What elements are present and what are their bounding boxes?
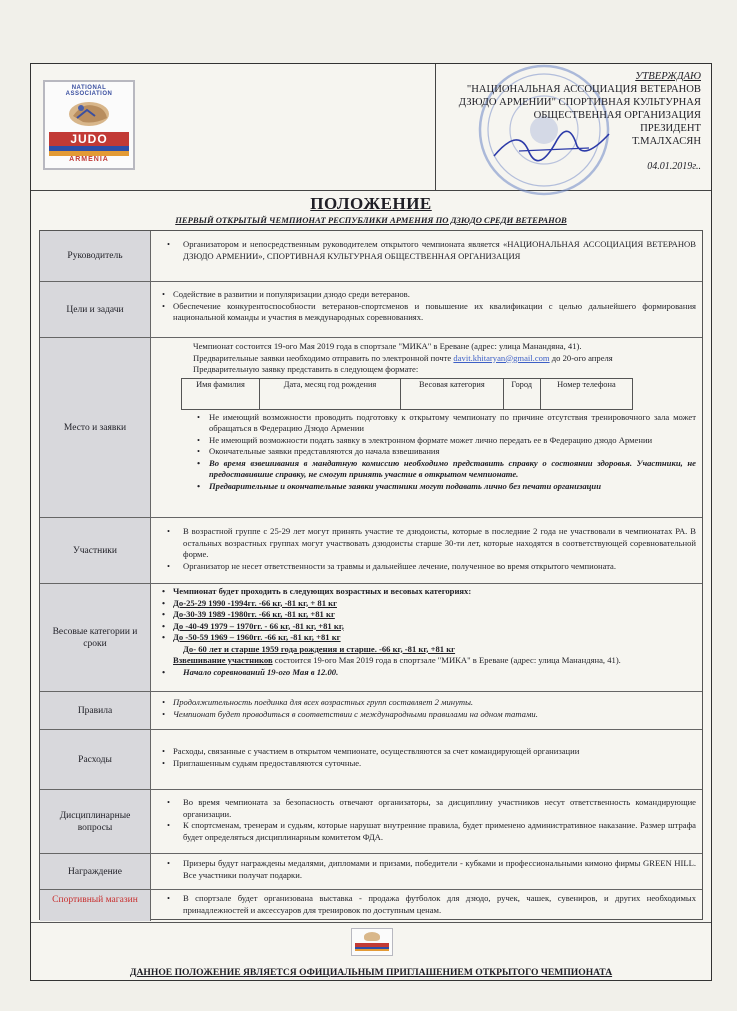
- row-lead: [40, 231, 702, 281]
- list-item: • В спортзале будет организована выставка - продажа футболок для дзюдо, ручек, чашек, сувениров, и других необходимых принадлежностей и аксессуаров для тренировок по доступным ценам.: [159, 893, 696, 916]
- competition-start: • Начало соревнований 19-ого Мая в 12.00.: [159, 667, 696, 679]
- row-content: [151, 282, 702, 337]
- row-goals: [40, 281, 702, 337]
- approval-title: УТВЕРЖДАЮ: [635, 71, 701, 82]
- weight-intro: • Чемпионат будет проходить в следующих возрастных и весовых категориях:: [159, 586, 696, 598]
- approval-block: [431, 70, 701, 173]
- weigh-in-text: состоится 19-ого Мая 2019 года в спортзале "МИКА" в Ереване (адрес: улица Манандяна, 41).: [274, 655, 621, 665]
- format-intro: Предварительную заявку представить в следующем формате:: [193, 364, 419, 374]
- email-link[interactable]: davit.khitaryan@gmail.com: [453, 352, 550, 363]
- row-content: [151, 692, 702, 729]
- row-label: Расходы: [40, 730, 151, 789]
- row-content: [151, 730, 702, 789]
- row-content: [151, 584, 702, 691]
- list-item: • Чемпионат будет проводиться в соответствии с международными правилами на одном татами.: [159, 709, 696, 721]
- row-content: [151, 790, 702, 853]
- approval-line-1: "НАЦИОНАЛЬНАЯ АССОЦИАЦИЯ ВЕТЕРАНОВ: [466, 84, 701, 95]
- list-item: • В возрастной группе с 25-29 лет могут принять участие те дзюдоисты, которые в последние 2 года не участвовали в чемпионатах РА. В остальных возрастных группах могут участвовать дзюдоисты старше 30-ти лет, которые находятся в соответствующей соревновательной форме.: [159, 526, 696, 561]
- approval-date: 04.01.2019г..: [647, 161, 701, 172]
- list-item: • Не имеющий возможности подать заявку в электронном формате может лично передать ее в Федерацию дзюдо Армении: [159, 435, 696, 447]
- list-item: • Во время чемпионата за безопасность отвечают организаторы, за дисциплину участников несут ответственность командирующие организации.: [159, 797, 696, 820]
- weigh-in-info: [159, 655, 696, 667]
- list-item: • Не имеющий возможности проводить подготовку к открытому чемпионату по причине отсутствия тренировочного зала может обращаться в Федерацию Дзюдо Армении: [159, 412, 696, 435]
- list-item: • Призеры будут награждены медалями, дипломами и призами, победители - кубками и профессиональными кимоно фирмы GREEN HILL. Все участники получат подарки.: [159, 858, 696, 881]
- list-item: • К спортсменам, тренерам и судьям, которые нарушат внутренние правила, будет применено административное наказание. Размер штрафа будет определяться дисциплинарным комитетом ФДА.: [159, 820, 696, 843]
- judo-association-logo: [43, 80, 135, 170]
- row-content: [151, 890, 702, 921]
- list-item: • Окончательные заявки представляются до начала взвешивания: [159, 446, 696, 458]
- row-shop: [40, 889, 702, 921]
- row-content: [151, 854, 702, 889]
- row-participants: [40, 517, 702, 583]
- list-item: • Предварительные и окончательные заявки участники могут подавать лично без печати организации: [159, 481, 696, 493]
- logo-judo-text: JUDO: [49, 132, 129, 146]
- list-item: • Во время взвешивания в мандатную комиссию необходимо представить справку о состоянии здоровья. Участники, не предоставившие справку, не смогут принять участие в открытом чемпионате.: [159, 458, 696, 481]
- footer-logo-stripe-orange: [355, 949, 389, 951]
- row-venue: [40, 337, 702, 517]
- row-label: Дисциплинарные вопросы: [40, 790, 151, 853]
- footer-invitation-text: ДАННОЕ ПОЛОЖЕНИЕ ЯВЛЯЕТСЯ ОФИЦИАЛЬНЫМ ПРИГЛАШЕНИЕМ ОТКРЫТОГО ЧЕМПИОНАТА: [129, 967, 613, 978]
- row-content: [151, 338, 702, 517]
- email-deadline: до 20-ого апреля: [551, 352, 613, 363]
- row-content: [151, 231, 702, 281]
- row-label: Участники: [40, 518, 151, 583]
- document-subtitle: ПЕРВЫЙ ОТКРЫТЫЙ ЧЕМПИОНАТ РЕСПУБЛИКИ АРМЕНИЯ ПО ДЗЮДО СРЕДИ ВЕТЕРАНОВ: [175, 215, 567, 225]
- weigh-in-label: Взвешивание участников: [173, 655, 273, 665]
- logo-country-text: ARMENIA: [69, 156, 109, 163]
- list-item: • Продолжительность поединка для всех возрастных групп составляет 2 минуты.: [159, 697, 696, 709]
- document-page: [30, 63, 712, 981]
- row-label: Награждение: [40, 854, 151, 889]
- weight-category-senior: До- 60 лет и старше 1959 года рождения и старше. -66 кг, -81 кг, +81 кг: [183, 643, 456, 654]
- document-header: [31, 64, 711, 191]
- list-item: • Приглашенным судьям предоставляются суточные.: [159, 758, 696, 770]
- format-col-name: Имя фамилия: [182, 378, 260, 409]
- footer-logo: [351, 928, 393, 956]
- row-label: Цели и задачи: [40, 282, 151, 337]
- approval-line-2: ДЗЮДО АРМЕНИИ" СПОРТИВНАЯ КУЛЬТУРНАЯ: [458, 97, 701, 108]
- email-intro: Предварительные заявки необходимо отправить по электронной почте: [193, 352, 452, 363]
- document-footer: [31, 922, 711, 981]
- application-format-table: [181, 378, 633, 410]
- list-item: • Содействие в развитии и популяризации дзюдо среди ветеранов.: [159, 289, 696, 301]
- row-rules: [40, 691, 702, 729]
- list-item: • Организатор не несет ответственности за травмы и дальнейшее лечение, полученное во время открытого чемпионата.: [159, 561, 696, 573]
- row-content: [151, 518, 702, 583]
- document-title: ПОЛОЖЕНИЕ: [310, 194, 432, 213]
- row-expenses: [40, 729, 702, 789]
- venue-paragraph: Чемпионат состоится 19-ого Мая 2019 года в спортзале "МИКА" в Ереване (адрес: улица Манандяна, 41).: [193, 341, 582, 351]
- format-col-city: Город: [503, 378, 540, 409]
- logo-top-text: NATIONAL ASSOCIATION: [65, 85, 113, 97]
- approval-line-4: ПРЕЗИДЕНТ: [640, 123, 701, 134]
- weight-category: • До-30-39 1989 -1980гг. -66 кг, -81 кг, +81 кг: [159, 609, 696, 621]
- weight-category: • До-25-29 1990 -1994гг. -66 кг, -81 кг, + 81 кг: [159, 598, 696, 610]
- weight-category: • До -40-49 1979 – 1970гг. - 66 кг, -81 кг, +81 кг,: [159, 621, 696, 633]
- venue-email-paragraph: [159, 353, 696, 365]
- row-label: Место и заявки: [40, 338, 151, 517]
- approval-signatory: Т.МАЛХАСЯН: [632, 136, 701, 147]
- footer-logo-emblem: [364, 932, 380, 941]
- format-col-birthdate: Дата, месяц год рождения: [259, 378, 400, 409]
- row-label: Руководитель: [40, 231, 151, 281]
- row-label: Спортивный магазин: [40, 890, 151, 921]
- row-discipline: [40, 789, 702, 853]
- list-item: • Обеспечение конкурентоспособности ветеранов-спортсменов и повышение их квалификации с целью дальнейшего формирования национальной команды и участия в международных соревнованиях.: [159, 301, 696, 324]
- row-label: Правила: [40, 692, 151, 729]
- format-col-weight: Весовая категория: [401, 378, 503, 409]
- row-weights: [40, 583, 702, 691]
- regulation-table: [39, 230, 703, 920]
- row-awards: [40, 853, 702, 889]
- list-item: • Расходы, связанные с участием в открытом чемпионате, осуществляются за счет командирующей организации: [159, 746, 696, 758]
- judoka-emblem-icon: [65, 96, 113, 128]
- list-item: • Организатором и непосредственным руководителем открытого чемпионата является «НАЦИОНАЛЬНАЯ АССОЦИАЦИЯ ВЕТЕРАНОВ ДЗЮДО АРМЕНИИ», СПОРТИВНАЯ КУЛЬТУРНАЯ ОБЩЕСТВЕННАЯ ОРГАНИЗАЦИЯ: [159, 239, 696, 262]
- approval-line-3: ОБЩЕСТВЕННАЯ ОРГАНИЗАЦИЯ: [533, 110, 701, 121]
- weight-category: • До -50-59 1969 – 1960гг. -66 кг, -81 кг, +81 кг: [159, 632, 696, 644]
- format-col-phone: Номер телефона: [540, 378, 632, 409]
- row-label: Весовые категории и сроки: [40, 584, 151, 691]
